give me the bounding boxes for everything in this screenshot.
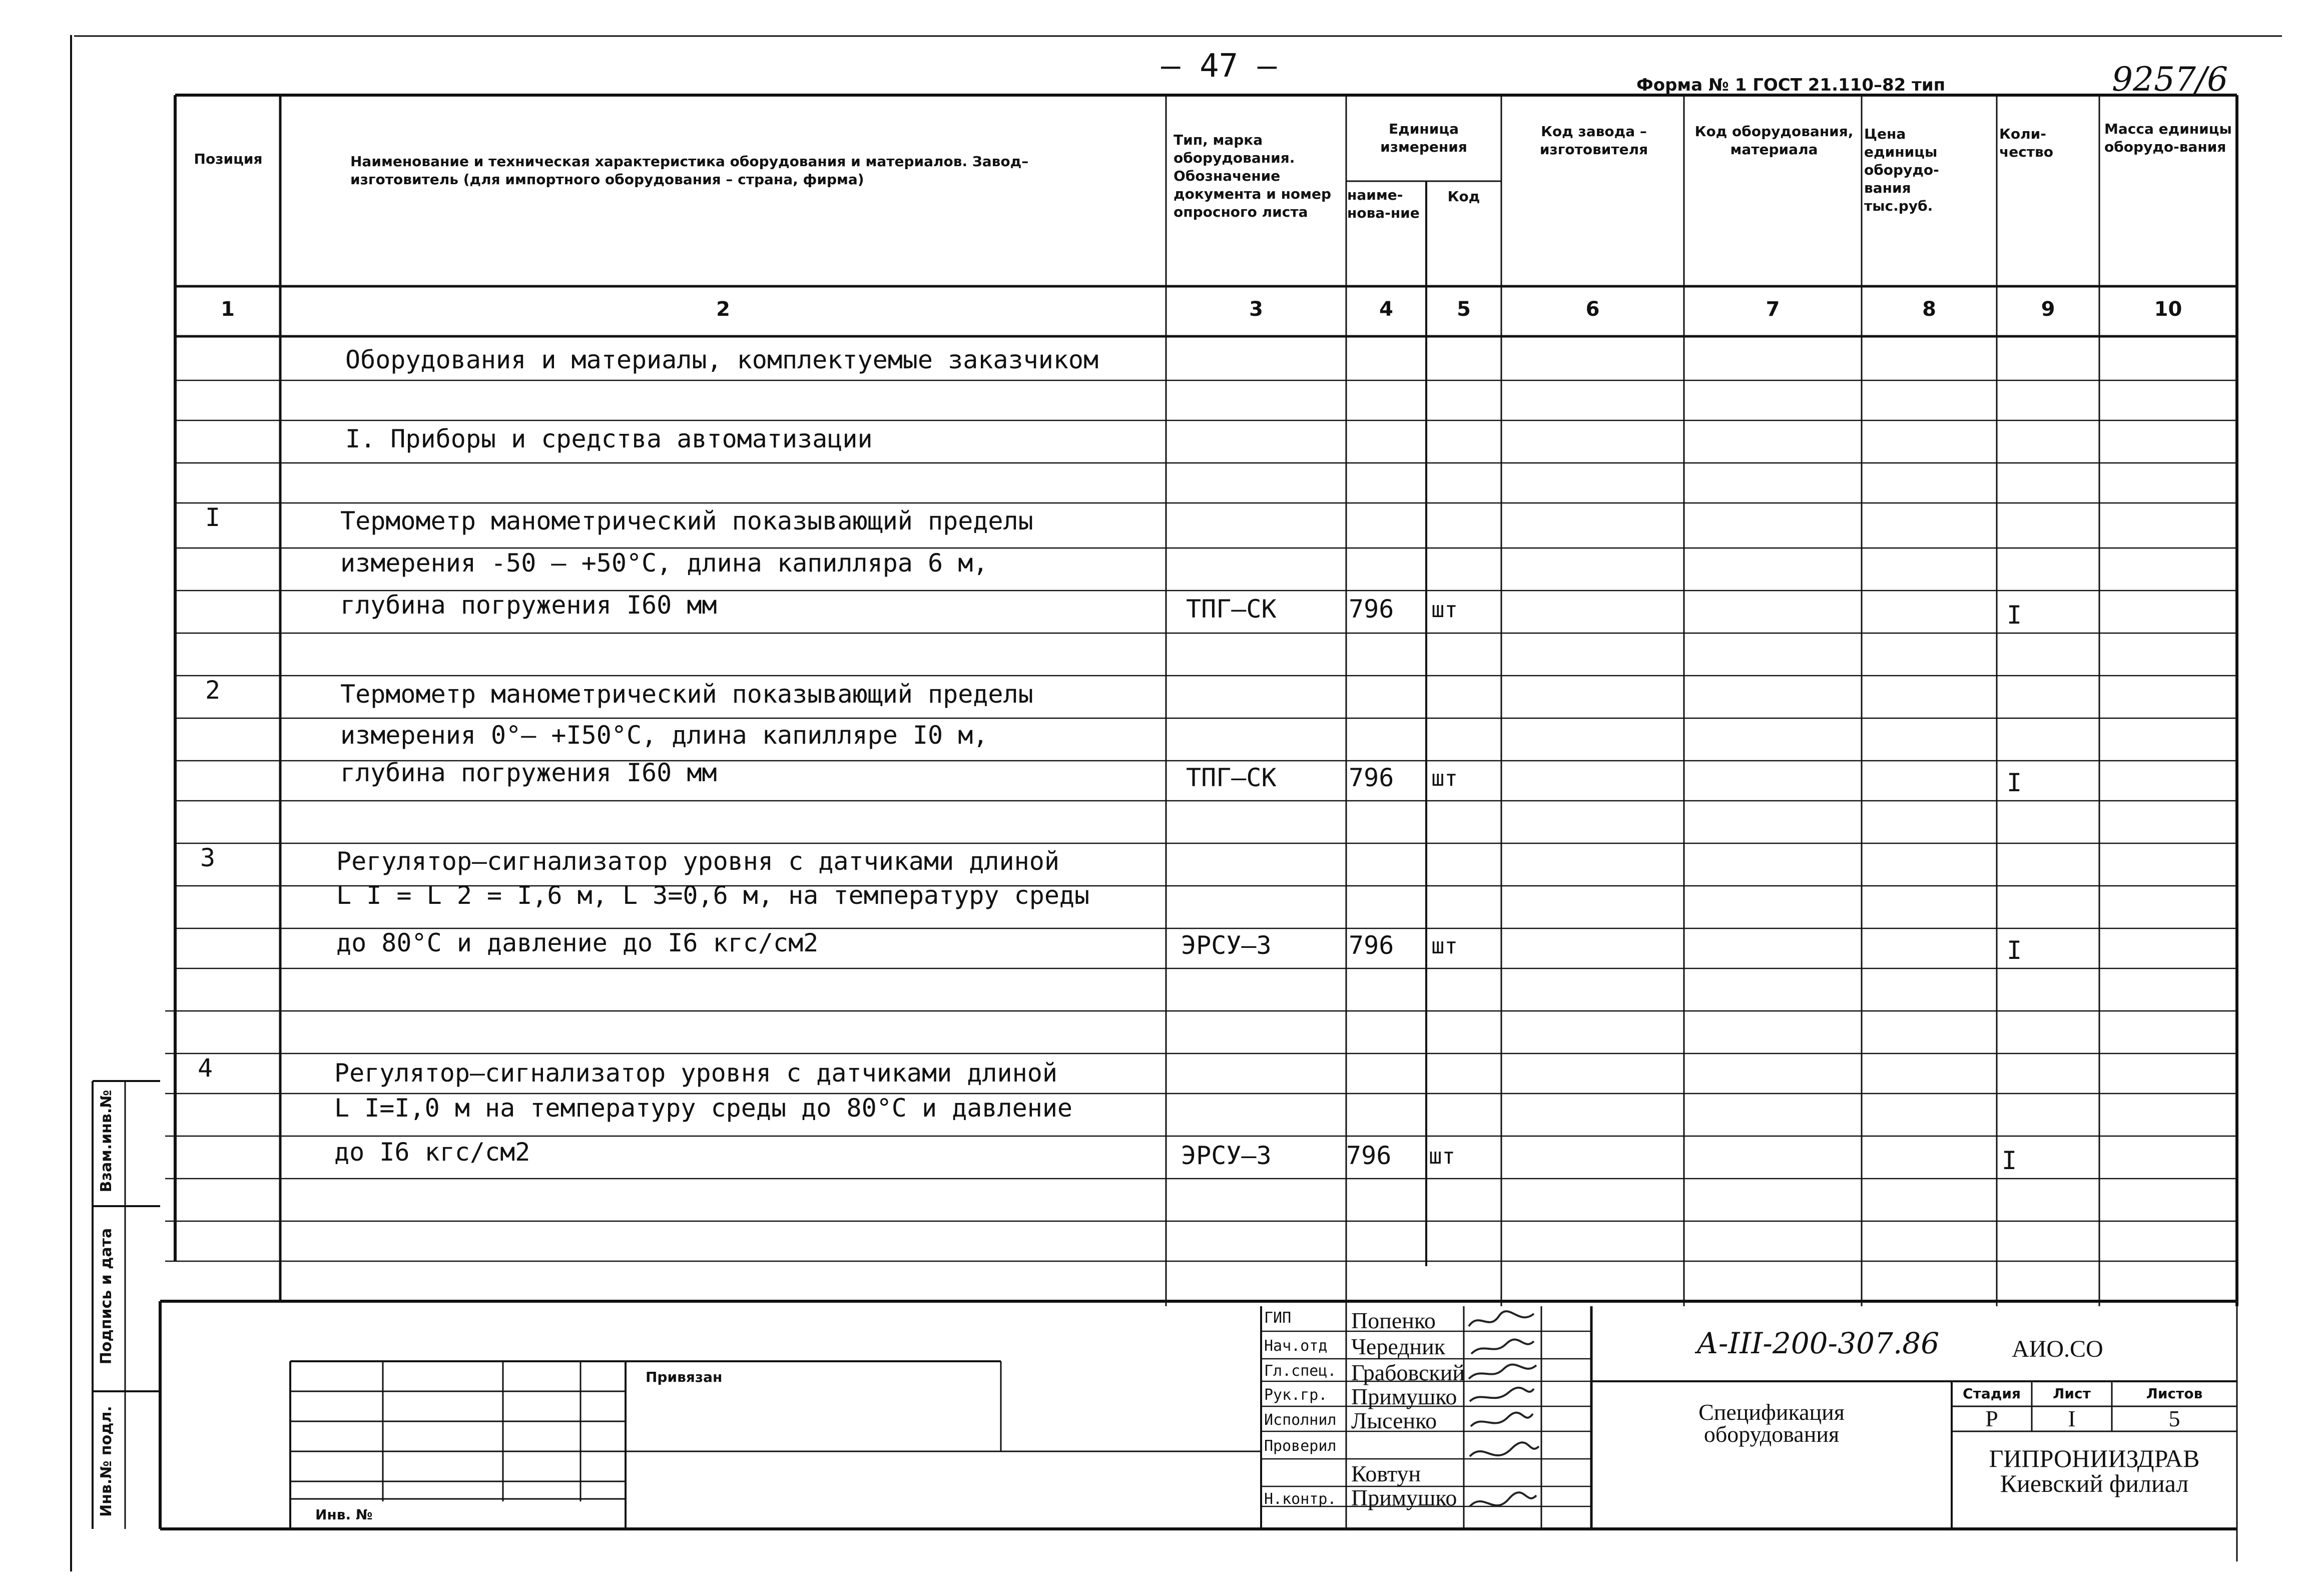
item-quantity: I: [2007, 768, 2022, 797]
title-role: Нач.отд: [1264, 1337, 1328, 1355]
item-type: ТПГ–СК: [1186, 595, 1277, 624]
header-col-5: Код: [1447, 188, 1480, 205]
inventory-number-label: Инв. №: [315, 1506, 373, 1523]
sheet-value: I: [2068, 1406, 2076, 1431]
item-unit: 796: [1349, 763, 1394, 792]
title-name: Примушко: [1351, 1384, 1457, 1409]
header-col-8: Цена единицы оборудо-вания тыс.руб.: [1864, 126, 1939, 214]
subsection-title: I. Приборы и средства автоматизации: [345, 424, 873, 453]
page-number-mark: – 47 –: [1161, 48, 1277, 85]
side-stamp-signature-date: Подпись и дата: [98, 1228, 115, 1365]
col-number: 7: [1766, 298, 1780, 321]
header-col-1: Позиция: [194, 151, 263, 167]
header-col-10: Масса единицы оборудо-вания: [2104, 121, 2232, 155]
title-name: Попенко: [1351, 1308, 1436, 1333]
header-unit: Единица измерения: [1380, 121, 1467, 155]
item-unit: 796: [1349, 595, 1394, 624]
col-number: 2: [716, 298, 730, 321]
header-col-3: Тип, марка оборудования. Обозначение документа и номер опросного листа: [1174, 132, 1332, 220]
side-stamp-inv-original: Инв.№ подл.: [98, 1406, 115, 1517]
item-description-line: L I = L 2 = I,6 м, L 3=0,6 м, на температуру среды: [336, 881, 1090, 910]
item-description-line: глубина погружения I60 мм: [340, 758, 717, 787]
col-number: 1: [221, 298, 235, 321]
item-unit: 796: [1346, 1141, 1392, 1170]
title-role: Исполнил: [1264, 1411, 1337, 1429]
col-number: 6: [1585, 298, 1600, 321]
item-description-line: измерения 0°– +I50°С, длина капилляре I0 м,: [340, 721, 988, 750]
stage-label: Стадия: [1963, 1385, 2021, 1402]
item-description-line: L I=I,0 м на температуру среды до 80°С и давление: [334, 1094, 1073, 1123]
item-type: ТПГ–СК: [1186, 763, 1277, 792]
sheet-label: Лист: [2053, 1385, 2091, 1402]
header-col-4: наиме-нова-ние: [1347, 187, 1420, 221]
item-description-line: Регулятор–сигнализатор уровня с датчиками длиной: [334, 1058, 1057, 1088]
privyazan-label: Привязан: [646, 1369, 723, 1385]
section-title: Оборудования и материалы, комплектуемые заказчиком: [345, 345, 1099, 374]
title-role: Гл.спец.: [1264, 1362, 1337, 1380]
side-stamp-replace-inv: Взам.инв.№: [98, 1090, 115, 1193]
item-description-line: Регулятор–сигнализатор уровня с датчиками длиной: [336, 847, 1059, 876]
item-description-line: до I6 кгс/см2: [334, 1138, 530, 1167]
title-name: Примушко: [1351, 1485, 1457, 1510]
item-type: ЭРСУ–3: [1181, 931, 1272, 960]
item-unit-code: шт: [1429, 1144, 1455, 1169]
title-name: Грабовский: [1351, 1360, 1465, 1385]
item-description-line: Термометр манометрический показывающий пределы: [340, 506, 1033, 536]
item-description-line: измерения -50 – +50°С, длина капилляра 6 м,: [340, 549, 988, 578]
title-role: Проверил: [1264, 1437, 1337, 1455]
item-description-line: до 80°С и давление до I6 кгс/см2: [336, 928, 819, 957]
item-type: ЭРСУ–3: [1181, 1141, 1272, 1170]
title-name: Чередник: [1351, 1334, 1446, 1359]
document-title: Спецификация оборудования: [1698, 1399, 1845, 1447]
col-number: 5: [1457, 298, 1471, 321]
col-number: 10: [2154, 298, 2182, 321]
header-col-7: Код оборудования, материала: [1694, 123, 1854, 158]
item-position: 2: [205, 676, 221, 705]
header-col-2: Наименование и техническая характеристика оборудования и материалов. Завод–изготовитель (для импортного оборудования – страна, фирма): [350, 153, 1029, 188]
header-col-9: Коли-чество: [1999, 126, 2053, 160]
item-position: 4: [198, 1053, 213, 1083]
item-position: 3: [200, 843, 216, 872]
item-unit: 796: [1349, 931, 1394, 960]
item-unit-code: шт: [1431, 933, 1458, 959]
item-position: I: [205, 503, 221, 532]
document-code-suffix: АИО.СО: [2012, 1336, 2103, 1362]
item-description-line: Термометр манометрический показывающий пределы: [340, 680, 1033, 709]
title-name: Лысенко: [1351, 1408, 1437, 1433]
signature-marks: [1464, 1306, 1541, 1529]
title-role: Рук.гр.: [1264, 1386, 1328, 1404]
col-number: 9: [2041, 298, 2055, 321]
document-code: А-III-200-307.86: [1696, 1326, 1940, 1360]
item-unit-code: шт: [1431, 597, 1458, 623]
organization-name: ГИПРОНИИЗДРАВ: [1989, 1444, 2200, 1472]
form-note: Форма № 1 ГОСТ 21.110–82 тип: [1636, 75, 1946, 95]
item-unit-code: шт: [1431, 766, 1458, 791]
item-quantity: I: [2002, 1146, 2017, 1175]
title-role: ГИП: [1264, 1309, 1292, 1327]
title-name: Ковтун: [1351, 1461, 1421, 1486]
col-number: 8: [1922, 298, 1936, 321]
item-quantity: I: [2007, 936, 2022, 965]
sheets-label: Листов: [2146, 1385, 2203, 1402]
col-number: 3: [1249, 298, 1263, 321]
title-role: Н.контр.: [1264, 1490, 1337, 1508]
header-col-6: Код завода – изготовителя: [1539, 123, 1648, 158]
item-quantity: I: [2007, 601, 2022, 630]
col-number: 4: [1379, 298, 1393, 321]
stage-value: Р: [1985, 1406, 1998, 1431]
sheet-code: 9257/6: [2112, 60, 2228, 99]
organization-branch: Киевский филиал: [2000, 1469, 2189, 1497]
item-description-line: глубина погружения I60 мм: [340, 591, 717, 620]
sheets-value: 5: [2168, 1406, 2180, 1431]
